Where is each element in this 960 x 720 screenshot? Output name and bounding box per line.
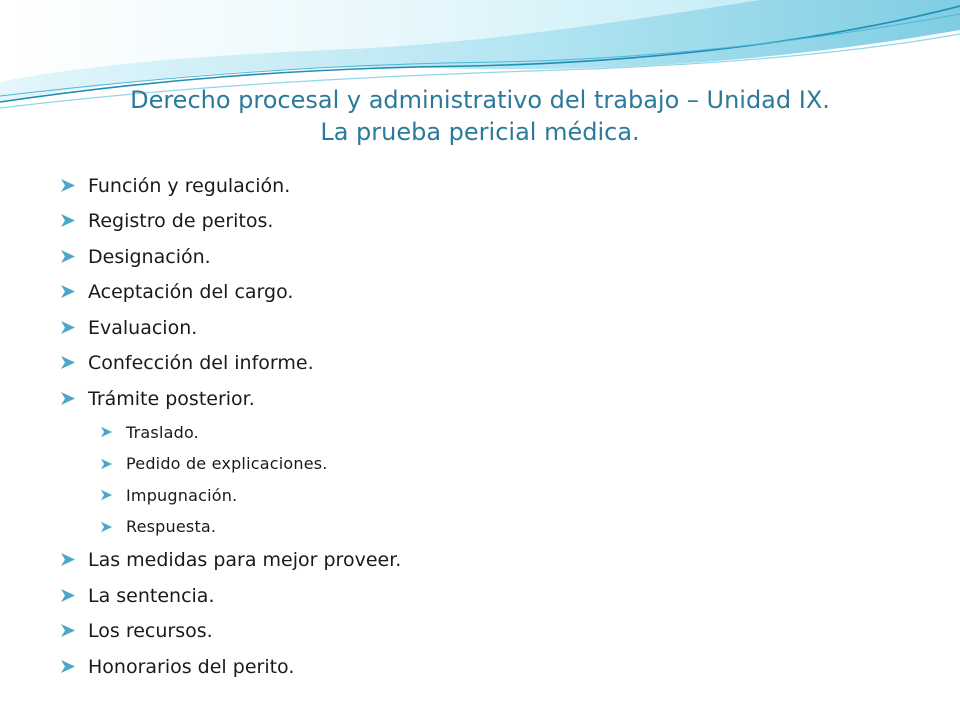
list-item-text: Confección del informe. <box>88 352 314 375</box>
slide-title <box>60 84 900 148</box>
sub-list-item-text: Impugnación. <box>126 485 238 505</box>
arrow-bullet-icon <box>100 489 113 501</box>
arrow-bullet-icon <box>60 623 76 638</box>
sub-list-item <box>60 448 920 480</box>
list-item <box>60 649 920 685</box>
arrow-bullet-icon <box>60 355 76 370</box>
arrow-bullet-icon <box>100 426 113 438</box>
list-item-text: Designación. <box>88 245 211 268</box>
list-item <box>60 204 920 240</box>
arrow-bullet-icon <box>60 249 76 264</box>
sub-list-item-text: Respuesta. <box>126 517 217 537</box>
list-item <box>60 381 920 417</box>
list-item-text: La sentencia. <box>88 584 215 607</box>
sub-list-item-text: Traslado. <box>126 422 199 442</box>
list-item <box>60 578 920 614</box>
arrow-bullet-icon <box>60 178 76 193</box>
list-item-text: Los recursos. <box>88 620 213 643</box>
bullet-list <box>60 168 920 685</box>
arrow-bullet-icon <box>60 552 76 567</box>
arrow-bullet-icon <box>60 659 76 674</box>
arrow-bullet-icon <box>60 320 76 335</box>
arrow-bullet-icon <box>60 588 76 603</box>
slide-title-line-1: Derecho procesal y administrativo del trabajo – Unidad IX. <box>130 86 830 114</box>
sub-list-item <box>60 480 920 512</box>
list-item <box>60 168 920 204</box>
sub-list-item <box>60 511 920 543</box>
list-item <box>60 543 920 579</box>
arrow-bullet-icon <box>100 521 113 533</box>
list-item <box>60 239 920 275</box>
list-item <box>60 614 920 650</box>
sub-list-item <box>60 417 920 449</box>
list-item-text: Las medidas para mejor proveer. <box>88 549 402 572</box>
list-item <box>60 346 920 382</box>
arrow-bullet-icon <box>60 213 76 228</box>
list-item-text: Evaluacion. <box>88 316 198 339</box>
sub-list-item-text: Pedido de explicaciones. <box>126 454 328 474</box>
list-item <box>60 275 920 311</box>
arrow-bullet-icon <box>60 284 76 299</box>
arrow-bullet-icon <box>60 391 76 406</box>
slide-title-line-2: La prueba pericial médica. <box>320 118 640 146</box>
list-item-text: Registro de peritos. <box>88 210 274 233</box>
list-item-text: Función y regulación. <box>88 174 291 197</box>
arrow-bullet-icon <box>100 458 113 470</box>
list-item-text: Trámite posterior. <box>88 387 255 410</box>
list-item <box>60 310 920 346</box>
list-item-text: Honorarios del perito. <box>88 655 295 678</box>
list-item-text: Aceptación del cargo. <box>88 281 294 304</box>
